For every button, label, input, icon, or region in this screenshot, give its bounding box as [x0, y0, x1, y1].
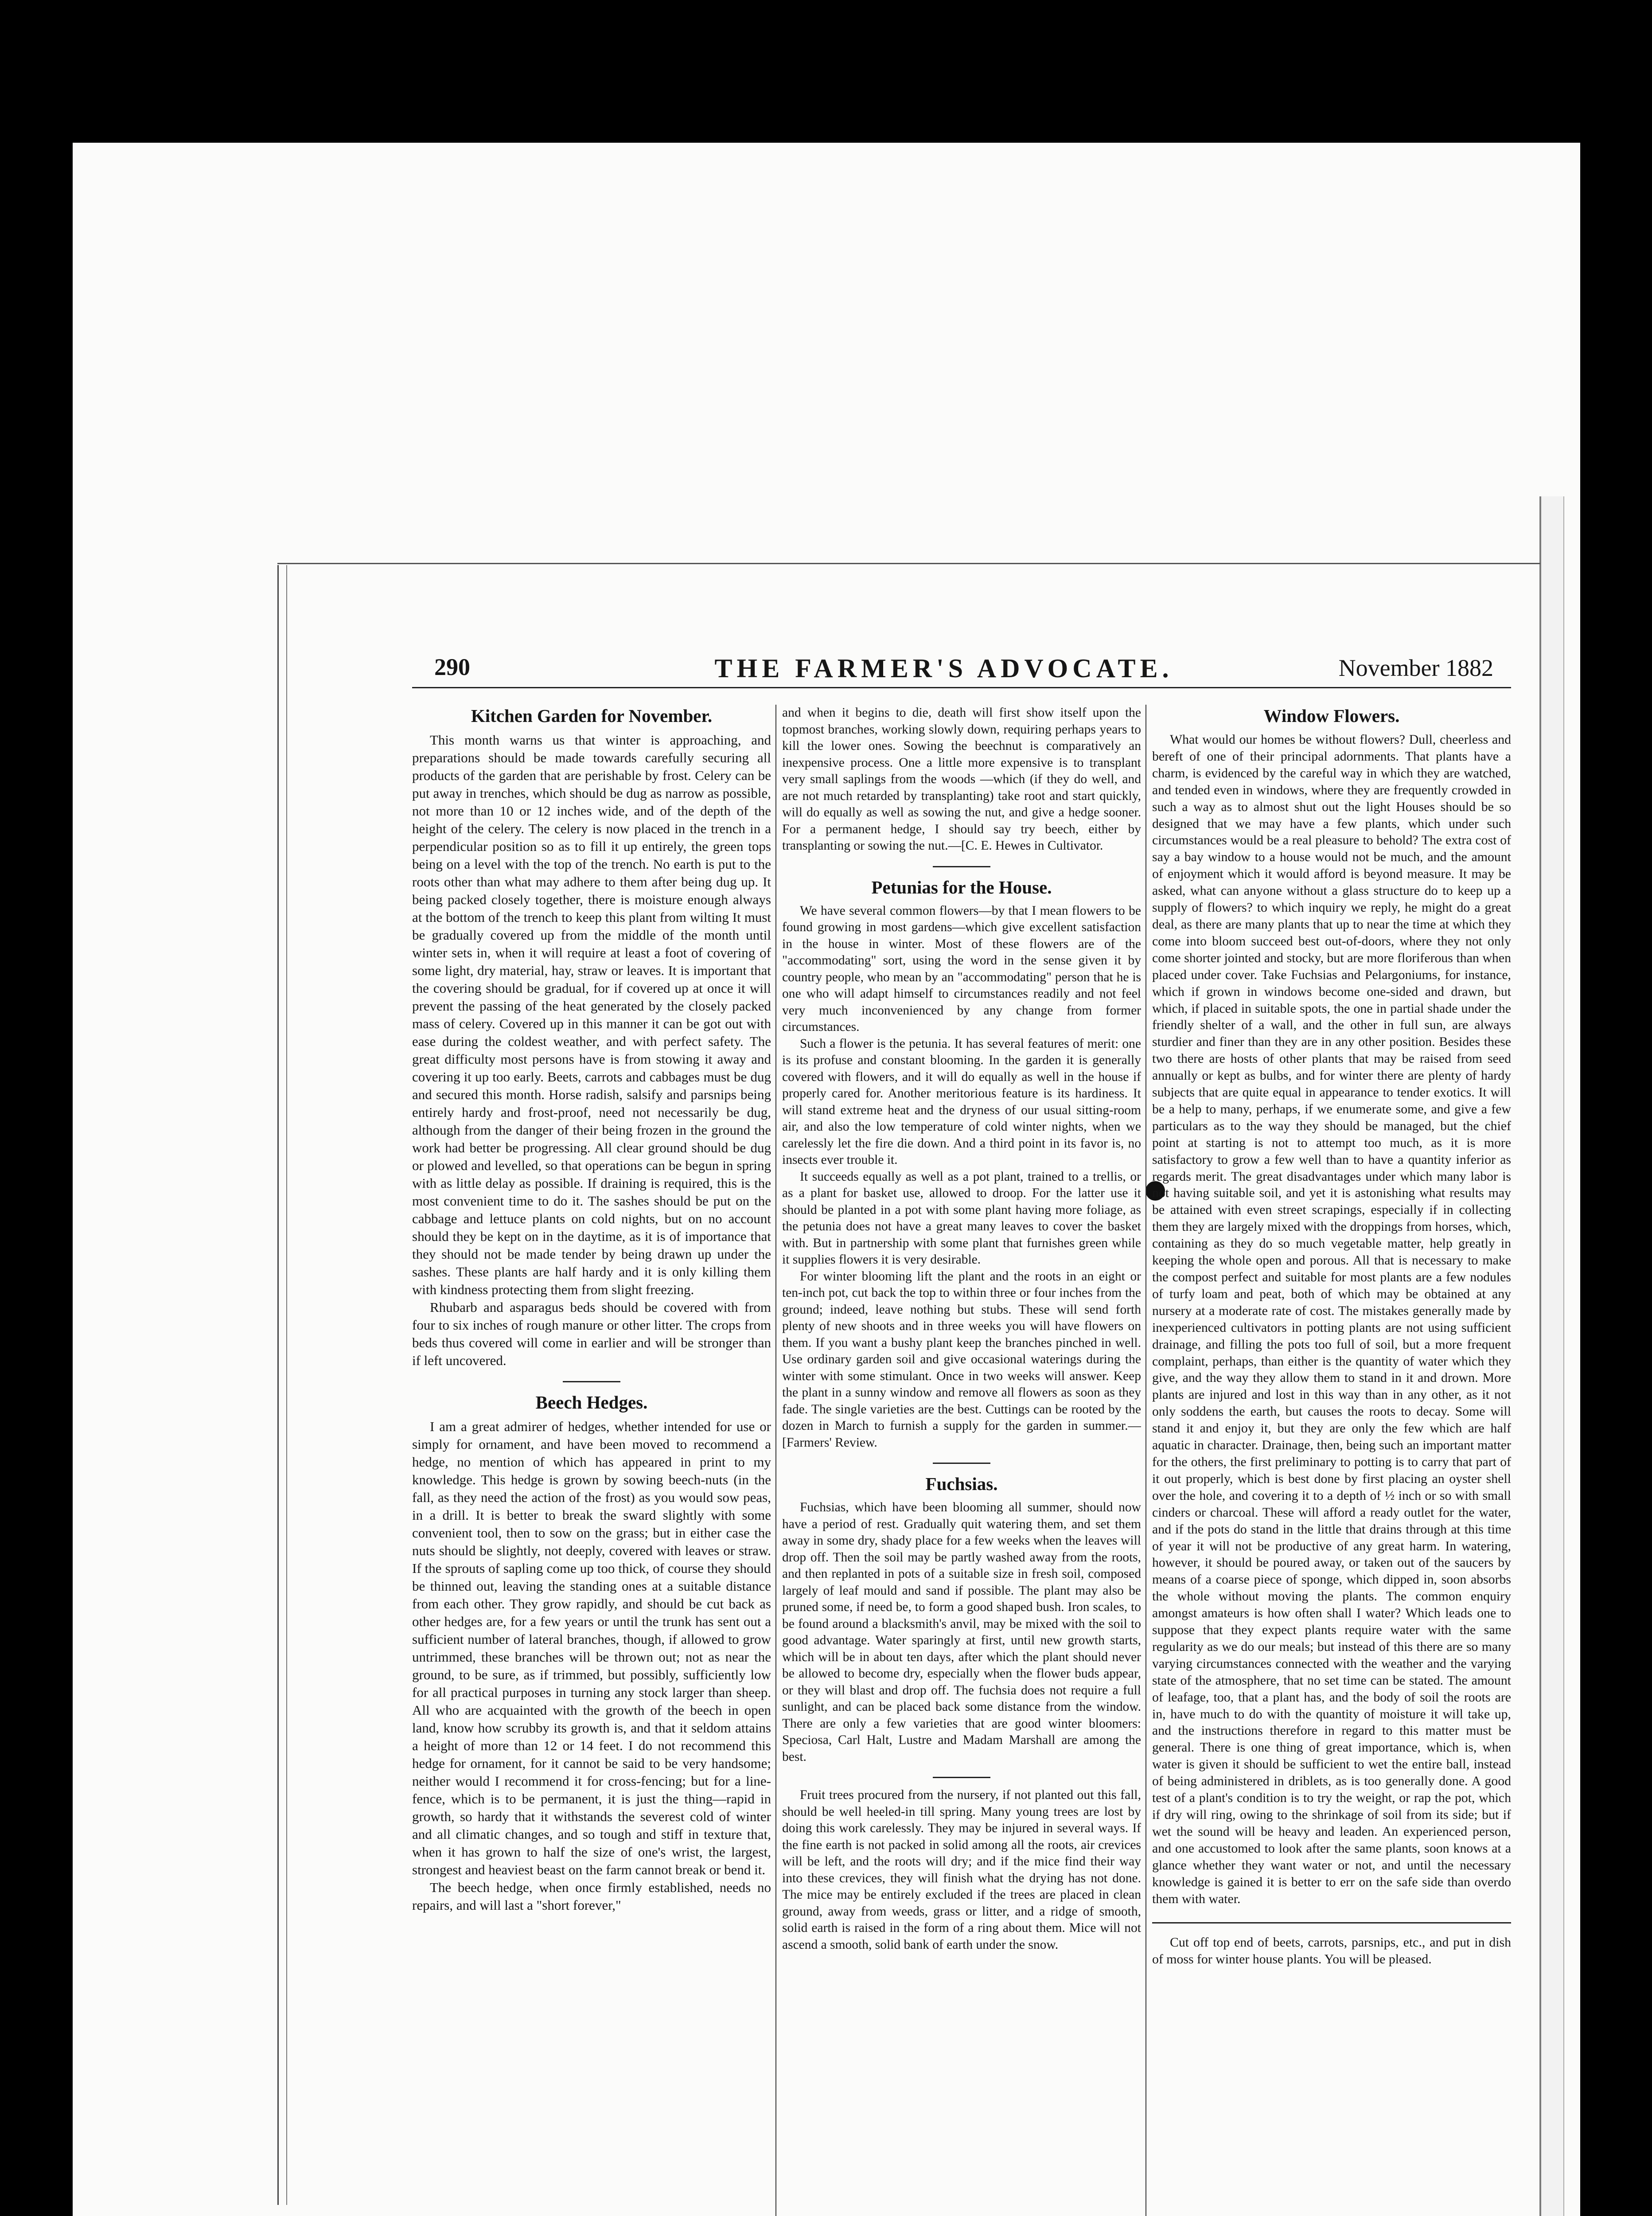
article-title: Fuchsias. — [925, 1474, 998, 1494]
column-left — [412, 705, 771, 2216]
article-title: Kitchen Garden for November. — [471, 706, 713, 726]
binding-rule-inner — [286, 565, 287, 2205]
section-divider — [1152, 1922, 1511, 1923]
article-paragraph: Fruit trees procured from the nursery, if not planted out this fall, should be well heeled-in till spring. Many young trees are lost by doing this work carelessly. They may be injured in several ways. If the fine earth is not packed in solid among all the roots, air crevices will be left, and the roots will dry; and if the mice find their way into these crevices, they will finish what the drying has not done. The mice may be entirely excluded if the trees are placed in clean ground, away from weeds, grass or litter, and a ridge of smooth, solid earth is raised in the form of a ring about them. Mice will not ascend a smooth, solid bank of earth under the snow. — [782, 1788, 1141, 1952]
masthead — [412, 652, 1511, 688]
column-right — [1152, 705, 1511, 2216]
section-divider — [933, 1777, 990, 1778]
column-divider — [1145, 705, 1146, 2216]
binding-top-rule — [277, 563, 1540, 564]
section-divider — [933, 866, 990, 867]
section-divider — [933, 1463, 990, 1464]
article-paragraph: I am a great admirer of hedges, whether intended for use or simply for ornament, and have been moved to recommend a hedge, no mention of which has appeared in print to my knowledge. This hedge is grown by sowing beech-nuts (in the fall, as they need the action of the frost) as you would sow peas, in a drill. It is better to break the sward slightly with some convenient tool, then to sow on the grass; but in either case the nuts should be slightly, not deeply, covered with leaves or straw. If the sprouts of sapling come up too thick, of course they should be thinned out, leaving the standing ones at a suitable distance from each other. They grow rapidly, and should be cut back as other hedges are, for a few years or until the trunk has sent out a sufficient number of lateral branches, though, if allowed to grow untrimmed, these branches will be thrown out; not as near the ground, to be sure, as if trimmed, but possibly, sufficiently low for all practical purposes in turning any stock larger than sheep. All who are acquainted with the growth of the beech in open land, know how scrubby its growth is, and that it seldom attains a height of more than 12 or 14 feet. I do not recommend this hedge for ornament, for it cannot be said to be very handsome; neither would I recommend it for cross-fencing; but for a line-fence, which is to be permanent, it is just the thing—rapid in growth, so hardy that it withstands the severest cold of winter and all climatic changes, and so tough and stiff in texture that, when it has grown to half the size of one's wrist, the largest, strongest and heaviest beast on the farm cannot break or bend it. — [412, 1419, 771, 1877]
newspaper-page — [412, 652, 1511, 2216]
column-middle — [782, 705, 1141, 2216]
issue-date: November 1882 — [1338, 655, 1493, 681]
column-divider — [775, 705, 776, 2216]
article-paragraph: Fuchsias, which have been blooming all summer, should now have a period of rest. Gradually quit watering them, and set them away in some dry, shady place for a few weeks when the leaves will drop off. Then the soil may be partly washed away from the roots, and then replanted in pots of a suitable size in fresh soil, composed largely of leaf mould and sand if possible. The plant may also be pruned some, if need be, to form a good shaped bush. Iron scales, to be found around a blacksmith's anvil, may be mixed with the soil to good advantage. Water sparingly at first, until new growth starts, which will be in about ten days, after which the plant should never be allowed to become dry, especially when the flower buds appear, or they will blast and drop off. The fuchsia does not require a full sunlight, and can be placed back some distance from the window. There are only a few varieties that are good winter bloomers: Speciosa, Carl Halt, Lustre and Madam Marshall are among the best. — [782, 1500, 1141, 1764]
scan-page-edge — [1539, 496, 1564, 2216]
article-paragraph: Such a flower is the petunia. It has several features of merit: one is its profuse and constant blooming. In the garden it is generally covered with flowers, and it will do equally as well in the house if properly cared for. Another meritorious feature is its hardiness. It will stand extreme heat and the dryness of our usual sitting-room air, and also the low temperature of cold winter nights, when we carelessly let the fire die down. And a third point in its favor is, no insects ever trouble it. — [782, 1036, 1141, 1167]
article-title: Petunias for the House. — [871, 877, 1052, 897]
article-paragraph: What would our homes be without flowers? Dull, cheerless and bereft of one of their principal adornments. That plants have a charm, is evidenced by the careful way in which they are watched, and tended even in windows, where they are frequently crowded in such a way as to almost shut out the light Houses should be so designed that we may have a few plants, which under such circumstances would be a real pleasure to behold? The extra cost of say a bay window to a house would not be much, and the amount of enjoyment which it would afford is beyond measure. It may be asked, what can anyone without a glass structure do to keep up a supply of flowers? to which inquiry we reply, he might do a great deal, as there are many plants that up to near the time at which they come into bloom succeed best out-of-doors, where they not only come shorter jointed and stocky, but are more floriferous than when placed under cover. Take Fuchsias and Pelargoniums, for instance, which if grown in windows become one-sided and drawn, but which, if placed in suitable spots, the one in partial shade under the friendly shelter of a wall, and the other in full sun, are always sturdier and finer than they are in any other position. Besides these two there are hosts of other plants that may be raised from seed annually or kept as bulbs, and for winter there are plenty of hardy subjects that are quite equal in appearance to tender exotics. It will be a help to many, perhaps, if we enumerate some, and give a few particulars as to the way they should be managed, but the chief point at starting is not to attempt too much, as it is more satisfactory to grow a few well than to have a quantity inferior as regards merit. The great disadvantages under which many labor is not having suitable soil, and yet it is astonishing what results may be attained with even street scrapings, especially if in collecting them they are largely mixed with the droppings from horses, which, containing as they do so much vegetable matter, help greatly in keeping the whole open and porous. All that is necessary to make the compost perfect and suitable for most plants are a few nodules of turfy loam and peat, both of which may be obtained at any nursery at a moderate rate of cost. The mistakes generally made by inexperienced cultivators in potting plants are not using sufficient drainage, and filling the pots too full of soil, but a more frequent complaint, perhaps, than either is the quantity of water which they give, and the way they allow them to stand in it and drown. More plants are injured and lost in this way than in any other, as it not only soddens the earth, but causes the roots to decay. Some will stand it and enjoy it, but they are only the few which are half aquatic in character. Drainage, then, being such an important matter for the others, the first preliminary to potting is to carry that part of it out properly, which is best done by first placing an oyster shell over the hole, and covering it to a depth of ½ inch or so with small cinders or charcoal. These will afford a ready outlet for the water, and if the pots do stand in the little that drains through at this time of year it will not be productive of any great harm. In watering, however, it should be poured away, or taken out of the saucers by means of a coarse piece of sponge, which dipped in, soon absorbs the whole without moving the plants. The common enquiry amongst amateurs is how often shall I water? Which leads one to suppose that they expect plants require water with the same regularity as we do our meals; but instead of this there are so many varying circumstances connected with the weather and the varying state of the atmosphere, that no set time can be stated. The amount of leafage, too, that a plant has, and the body of soil the roots are in, have much to do with the quantity of moisture it will take up, and the instructions therefore in regard to this matter must be general. There is one thing of great importance, which is, when water is given it should be sufficient to wet the entire ball, instead of being administered in driblets, as is too generally done. A good test of a plant's condition is to try the weight, or rap the pot, which if dry will ring, owing to the shrinkage of soil from its side; but if wet the sound will be heavy and leaden. An experienced person, and one accustomed to look after the same plants, soon knows at a glance whether they want water or not, and until the necessary knowledge is gained it is better to err on the safe side than overdo them with water. — [1152, 732, 1511, 1906]
article-paragraph: It succeeds equally as well as a pot plant, trained to a trellis, or as a plant for basket use, allowed to droop. For the latter use it should be planted in a pot with some plant having more foliage, as the petunia does not have a great many leaves to cover the basket with. But in partnership with some plant that furnishes green while it supplies flowers it is very desirable. — [782, 1169, 1141, 1267]
article-title: Beech Hedges. — [535, 1392, 648, 1412]
article-paragraph: We have several common flowers—by that I mean flowers to be found growing in most gardens—which give excellent satisfaction in the house in winter. Most of these flowers are of the "accommodating" sort, using the word in the sense given it by country people, who mean by an "accommodating" person that he is one who will adapt himself to circumstances readily and not feel very much inconvenienced by any change from former circumstances. — [782, 903, 1141, 1034]
page-number: 290 — [434, 654, 470, 680]
article-paragraph: Cut off top end of beets, carrots, parsnips, etc., and put in dish of moss for winter house plants. You will be pleased. — [1152, 1935, 1511, 1967]
article-paragraph: and when it begins to die, death will first show itself upon the topmost branches, working slowly down, requiring perhaps years to kill the lower ones. Sowing the beechnut is comparatively an inexpensive process. One a little more expensive is to transplant very small saplings from the woods —which (if they do well, and are not much retarded by transplanting) take root and start quickly, will do equally as well as sowing the nut, and give a hedge sooner. For a permanent hedge, I should say try beech, either by transplanting or sowing the nut.—[C. E. Hewes in Cultivator. — [782, 706, 1141, 853]
paper-title: THE FARMER'S ADVOCATE. — [714, 654, 1173, 683]
article-paragraph: This month warns us that winter is approaching, and preparations should be made towards carefully securing all products of the garden that are perishable by frost. Celery can be put away in trenches, which should be dug as narrow as possible, not more than 10 or 12 inches wide, and of the depth of the height of the celery. The celery is now placed in the trench in a perpendicular position so as to fill it up entirely, the green tops being on a level with the top of the trench. No earth is put to the roots other than what may adhere to them after being dug up. It being packed closely together, there is moisture enough always at the bottom of the trench to keep this plant from wilting It must be gradually covered up from the middle of the month until winter sets in, when it will require at least a foot of covering of some light, dry material, hay, straw or leaves. It is important that the covering should be gradual, for if covered up at once it will prevent the passing of the heat generated by the closely packed mass of celery. Covered up in this manner it can be got out with ease during the coldest weather, and with perfect safety. The great difficulty most persons have is from stowing it away and covering it up too early. Beets, carrots and cabbages must be dug and secured this month. Horse radish, salsify and parsnips being entirely hardy and frost-proof, need not necessarily be dug, although from the danger of their being frozen in the ground the work had better be progressing. All clear ground should be dug or plowed and levelled, so that operations can be begun in spring with as little delay as possible. If draining is required, this is the most convenient time to do it. The sashes should be put on the cabbage and lettuce plants on cold nights, but on no account should they be kept on in the daytime, as it is of importance that they should not be made tender by being drawn up under the sashes. These plants are half hardy and it is only killing them with kindness protecting them from slight freezing. — [412, 732, 771, 1297]
article-paragraph: For winter blooming lift the plant and the roots in an eight or ten-inch pot, cut back the top to within three or four inches from the ground; indeed, leave nothing but stubs. These will send forth plenty of new shoots and in three weeks you will have flowers on them. If you want a bushy plant keep the branches pinched in well. Use ordinary garden soil and give occasional waterings during the winter with some stimulant. Once in two weeks will answer. Keep the plant in a sunny window and remove all flowers as soon as they fade. The single varieties are the best. Cuttings can be rooted by the dozen in March to furnish a supply for the garden in summer.—[Farmers' Review. — [782, 1269, 1141, 1450]
article-paragraph: Rhubarb and asparagus beds should be covered with from four to six inches of rough manure or other litter. The crops from beds thus covered will come in earlier and will be stronger than if left uncovered. — [412, 1299, 771, 1368]
binding-rule — [277, 565, 279, 2205]
section-divider — [563, 1381, 620, 1382]
article-paragraph: The beech hedge, when once firmly established, needs no repairs, and will last a "short forever," — [412, 1880, 771, 1913]
article-title: Window Flowers. — [1263, 706, 1400, 726]
